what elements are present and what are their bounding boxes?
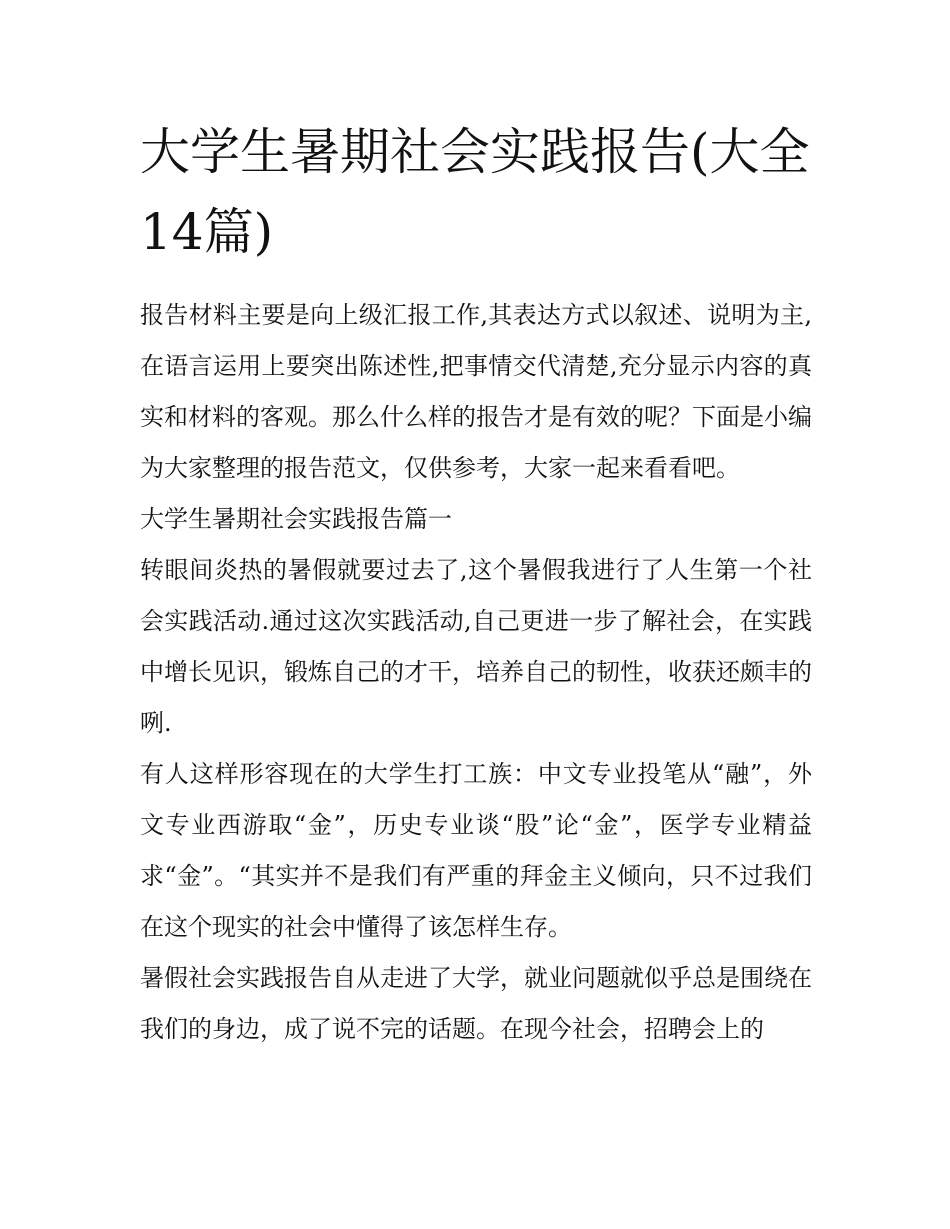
document-page [140,112,812,1055]
intro-paragraph: 报告材料主要是向上级汇报工作,其表达方式以叙述、说明为主,在语言运用上要突出陈述性,把事情交代清楚,充分显示内容的真实和材料的客观。那么什么样的报告才是有效的呢？下面是小编为大家整理的报告范文，仅供参考，大家一起来看看吧。 [140,301,812,482]
body-paragraph: 有人这样形容现在的大学生打工族：中文专业投笔从“融”，外文专业西游取“金”，历史专业谈“股”论“金”，医学专业精益求“金”。“其实并不是我们有严重的拜金主义倾向，只不过我们在这个现实的社会中懂得了该怎样生存。 [140,760,812,941]
body-paragraph: 转眼间炎热的暑假就要过去了,这个暑假我进行了人生第一个社会实践活动.通过这次实践活动,自己更进一步了解社会，在实践中增长见识，锻炼自己的才干，培养自己的韧性，收获还颇丰的咧. [140,556,812,737]
section-heading: 大学生暑期社会实践报告篇一 [140,505,452,533]
document-title: 大学生暑期社会实践报告(大全14篇) [140,123,810,261]
body-paragraph: 暑假社会实践报告自从走进了大学，就业问题就似乎总是围绕在我们的身边，成了说不完的话题。在现今社会，招聘会上的 [140,964,812,1043]
